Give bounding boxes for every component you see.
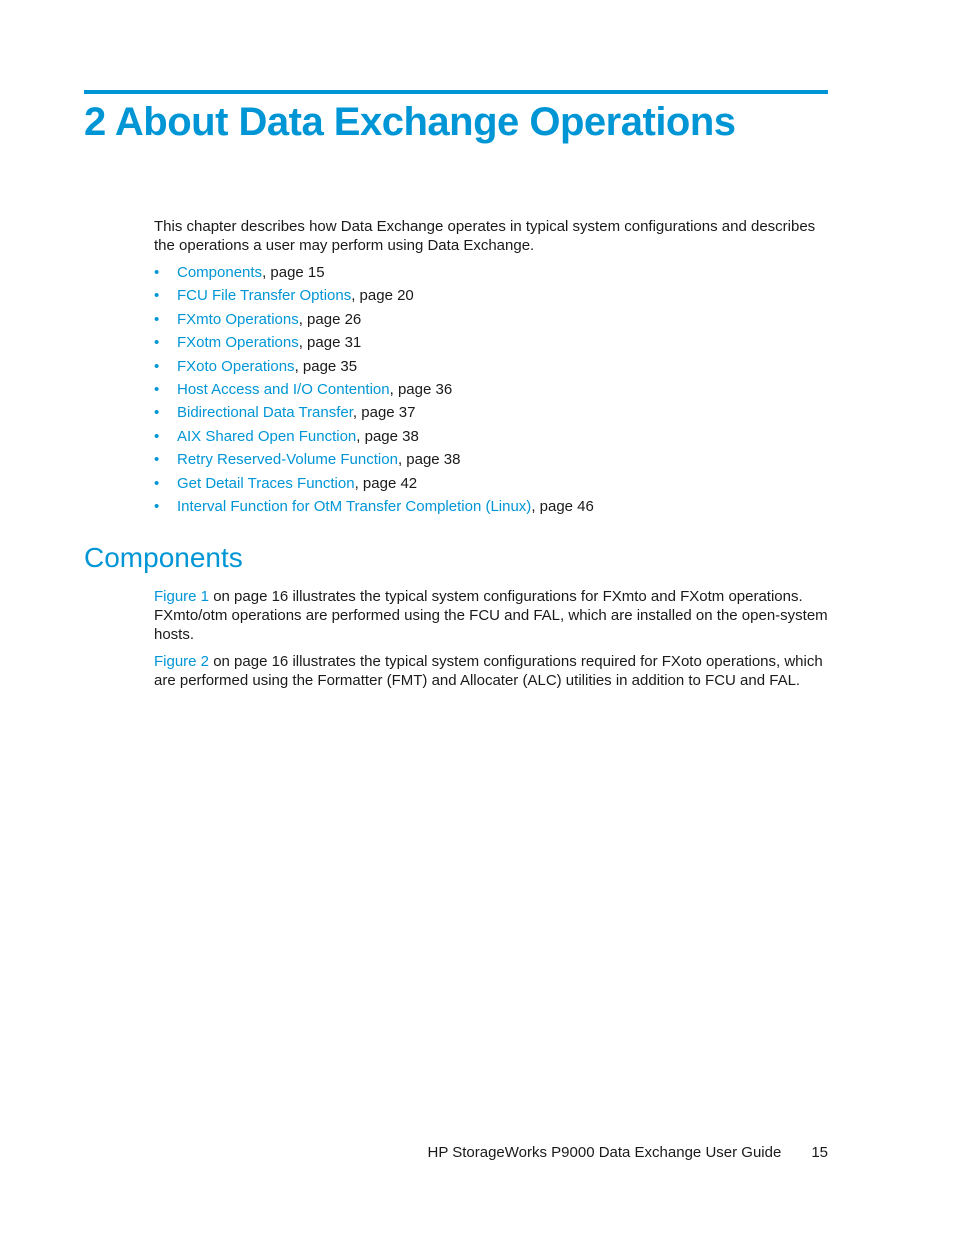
figure-2-link[interactable]: Figure 2 — [154, 653, 210, 670]
components-paragraph-1 — [154, 587, 834, 644]
toc-page-ref: , page 42 — [354, 474, 418, 492]
components-paragraph-2-text: on page 16 illustrates the typical system configurations required for FXoto operations, which are performed using the Formatter (FMT) and Allocater (ALC) utilities in addition to FCU and FAL. — [154, 653, 823, 689]
toc-link-interval-function[interactable]: Interval Function for OtM Transfer Completion (Linux) — [177, 497, 532, 515]
toc-link-retry-reserved-volume[interactable]: Retry Reserved-Volume Function — [177, 451, 398, 469]
bullet-icon: • — [154, 497, 160, 515]
toc-item — [154, 263, 594, 286]
toc-item — [154, 497, 594, 520]
toc-item — [154, 310, 594, 333]
toc-link-fcu-file-transfer-options[interactable]: FCU File Transfer Options — [177, 287, 352, 305]
toc-link-fxotm-operations[interactable]: FXotm Operations — [177, 334, 299, 352]
toc-link-get-detail-traces[interactable]: Get Detail Traces Function — [177, 474, 355, 492]
toc-item — [154, 286, 594, 309]
toc-page-ref: , page 26 — [298, 310, 362, 328]
bullet-icon: • — [154, 287, 160, 305]
components-paragraph-1-text: on page 16 illustrates the typical system configurations for FXmto and FXotm operations. FXmto/otm operations are performed using the FCU and FAL, which are installed on the open-system hosts. — [154, 588, 828, 643]
bullet-icon: • — [154, 404, 160, 422]
toc-item — [154, 403, 594, 426]
bullet-icon: • — [154, 380, 160, 398]
toc-page-ref: , page 37 — [352, 404, 416, 422]
toc-page-ref: , page 35 — [294, 357, 358, 375]
bullet-icon: • — [154, 451, 160, 469]
section-title-components: Components — [84, 542, 243, 573]
bullet-icon: • — [154, 357, 160, 375]
bullet-icon: • — [154, 264, 160, 281]
toc-item — [154, 474, 594, 497]
toc-link-components[interactable]: Components — [177, 264, 263, 281]
toc-link-host-access[interactable]: Host Access and I/O Contention — [177, 380, 390, 398]
toc-page-ref: , page 20 — [351, 287, 414, 305]
footer-guide-title: HP StorageWorks P9000 Data Exchange User Guide — [427, 1144, 782, 1161]
toc-page-ref: , page 15 — [262, 264, 325, 281]
bullet-icon: • — [154, 474, 160, 492]
chapter-toc-list — [154, 263, 594, 520]
toc-page-ref: , page 46 — [531, 497, 594, 515]
toc-link-fxoto-operations[interactable]: FXoto Operations — [177, 357, 295, 375]
toc-link-fxmto-operations[interactable]: FXmto Operations — [177, 310, 299, 328]
toc-item — [154, 357, 594, 380]
bullet-icon: • — [154, 310, 160, 328]
toc-link-bidirectional-data-transfer[interactable]: Bidirectional Data Transfer — [177, 404, 353, 422]
toc-link-aix-shared-open[interactable]: AIX Shared Open Function — [177, 427, 357, 445]
toc-item — [154, 427, 594, 450]
chapter-top-rule — [84, 90, 828, 94]
toc-item — [154, 450, 594, 473]
toc-page-ref: , page 38 — [397, 451, 461, 469]
page-number: 15 — [811, 1144, 828, 1161]
chapter-title: 2 About Data Exchange Operations — [84, 100, 736, 144]
intro-paragraph: This chapter describes how Data Exchange operates in typical system configurations and describes the operations a user may perform using Data Exchange. — [154, 218, 816, 254]
toc-page-ref: , page 38 — [356, 427, 419, 445]
figure-1-link[interactable]: Figure 1 — [154, 588, 210, 605]
page-footer — [428, 1144, 829, 1161]
toc-page-ref: , page 31 — [298, 334, 362, 352]
toc-item — [154, 380, 594, 403]
toc-item — [154, 333, 594, 356]
toc-page-ref: , page 36 — [389, 380, 453, 398]
bullet-icon: • — [154, 334, 160, 352]
components-paragraph-2 — [154, 652, 834, 690]
bullet-icon: • — [154, 427, 160, 445]
